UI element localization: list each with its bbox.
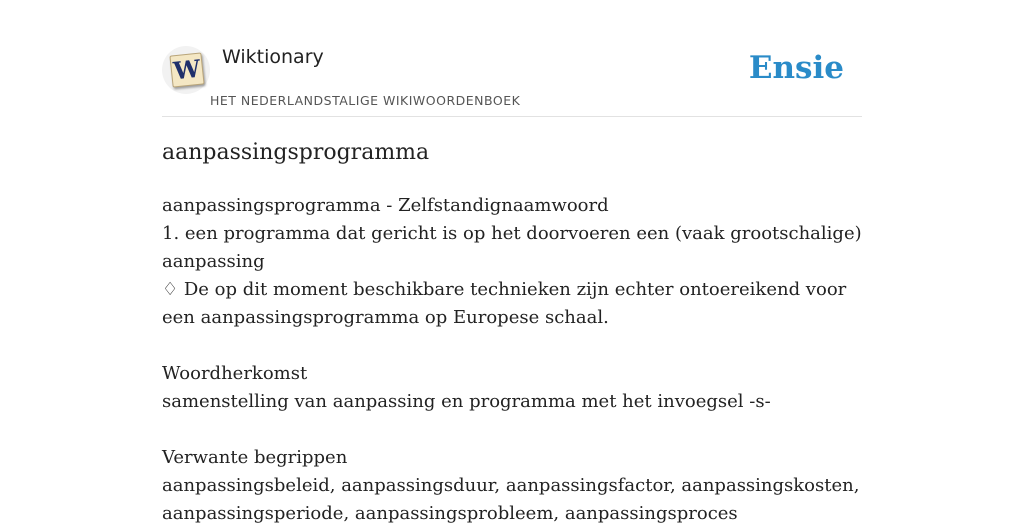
spacer: [162, 332, 862, 360]
entry-content: [162, 192, 862, 528]
spacer: [162, 416, 862, 444]
headword-line: aanpassingsprogramma - Zelfstandignaamwoord: [162, 195, 609, 216]
ensie-brand-link[interactable]: Ensie: [748, 50, 844, 86]
page-title: aanpassingsprogramma: [162, 140, 430, 165]
wiktionary-logo[interactable]: [162, 46, 210, 94]
site-header: [162, 0, 862, 117]
site-tagline: HET NEDERLANDSTALIGE WIKIWOORDENBOEK: [210, 93, 521, 108]
etymology-text: samenstelling van aanpassing en programma met het invoegsel -s-: [162, 391, 771, 412]
site-title[interactable]: Wiktionary: [222, 46, 324, 68]
related-terms: aanpassingsbeleid, aanpassingsduur, aanpassingsfactor, aanpassingskosten, aanpassingsperiode, aanpassingsprobleem, aanpassingsproces: [162, 475, 860, 524]
related-heading: Verwante begrippen: [162, 447, 348, 468]
logo-tile-icon: W: [169, 52, 204, 87]
example-sentence: ♢ De op dit moment beschikbare technieken zijn echter ontoereikend voor een aanpassingsprogramma op Europese schaal.: [162, 279, 847, 328]
page: [162, 0, 862, 524]
etymology-heading: Woordherkomst: [162, 363, 308, 384]
definition: 1. een programma dat gericht is op het doorvoeren een (vaak grootschalige) aanpassing: [162, 223, 862, 272]
